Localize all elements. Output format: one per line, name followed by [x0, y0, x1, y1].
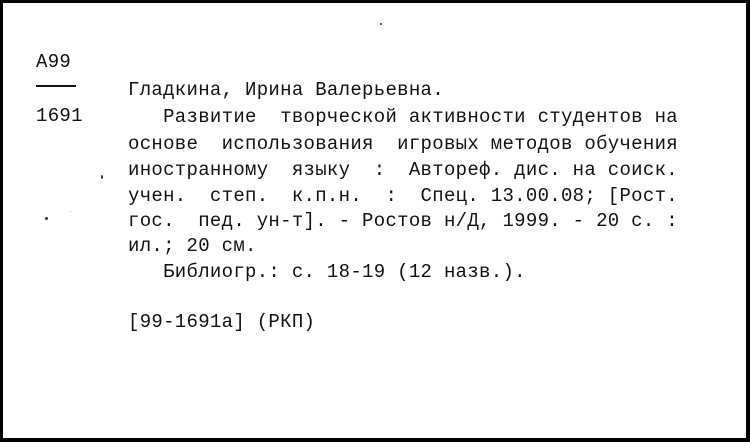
bibliography-note: Библиогр.: с. 18-19 (12 назв.).: [128, 261, 526, 283]
author-heading: Гладкина, Ирина Валерьевна.: [128, 79, 444, 101]
record-number: [99-1691а] (РКП): [128, 311, 316, 333]
paper-speck: [101, 175, 103, 179]
paper-speck: [70, 211, 71, 212]
shelf-mark-bottom: 1691: [36, 105, 83, 127]
publication-line: гос. пед. ун-т]. - Ростов н/Д, 1999. - 20 с. :: [128, 210, 678, 232]
title-line-3: иностранному языку : Автореф. дис. на соиск.: [128, 159, 678, 181]
title-line-1: Развитие творческой активности студентов на: [128, 106, 678, 128]
shelf-mark-divider: [36, 85, 76, 87]
paper-speck: [45, 217, 48, 220]
title-line-4: учен. степ. к.п.н. : Спец. 13.00.08; [Рост.: [128, 185, 678, 207]
title-line-2: основе использования игровых методов обучения: [128, 133, 678, 155]
paper-speck: [380, 23, 382, 25]
shelf-mark-top: A99: [36, 51, 72, 73]
physical-description: ил.; 20 см.: [128, 235, 257, 257]
